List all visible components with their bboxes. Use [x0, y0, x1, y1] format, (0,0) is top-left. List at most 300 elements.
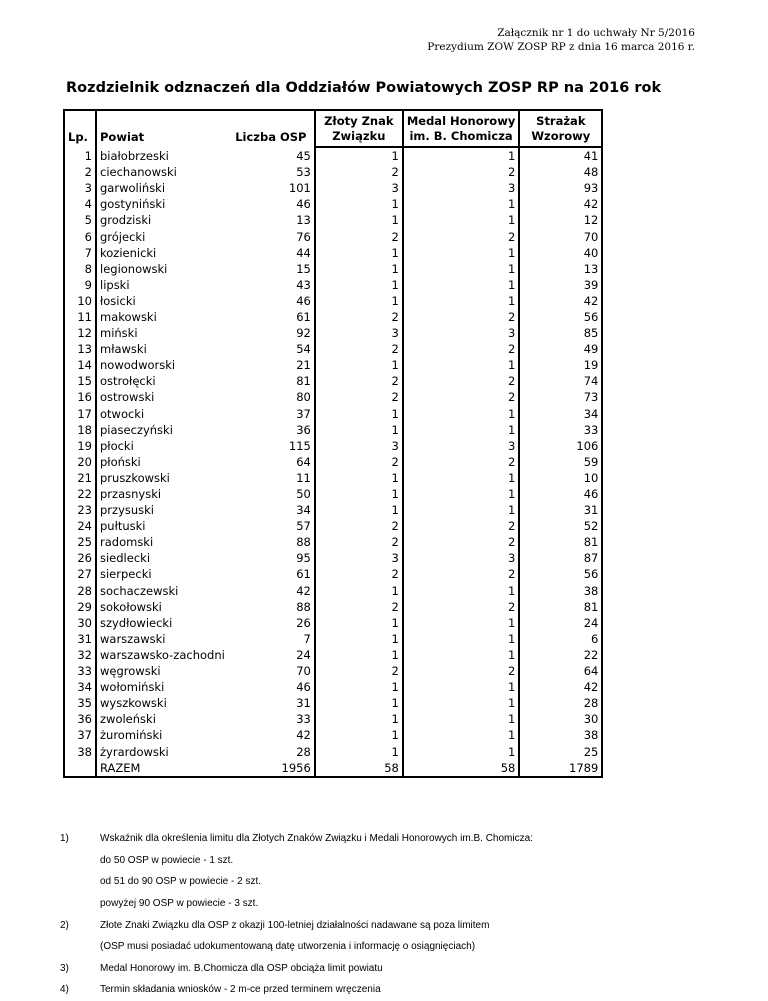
row-powiat: białobrzeski — [96, 147, 228, 164]
row-strazak: 30 — [519, 711, 602, 727]
row-powiat: warszawski — [96, 631, 228, 647]
row-zloty-znak: 2 — [315, 454, 403, 470]
row-lp: 30 — [64, 615, 96, 631]
footnote-item — [60, 936, 533, 958]
table-row — [64, 583, 602, 599]
row-strazak: 31 — [519, 502, 602, 518]
row-zloty-znak: 2 — [315, 518, 403, 534]
table-row — [64, 566, 602, 582]
table-row — [64, 743, 602, 759]
row-powiat: ostrołęcki — [96, 373, 228, 389]
row-medal: 1 — [403, 615, 520, 631]
row-powiat: warszawsko-zachodni — [96, 647, 228, 663]
header-liczba-osp: Liczba OSP — [228, 110, 315, 147]
footnote-text: powyżej 90 OSP w powiecie - 3 szt. — [100, 898, 259, 910]
row-strazak: 59 — [519, 454, 602, 470]
footnote-number: 4) — [60, 984, 69, 996]
row-lp: 7 — [64, 245, 96, 261]
row-zloty-znak: 2 — [315, 534, 403, 550]
row-strazak: 25 — [519, 743, 602, 759]
table-row — [64, 212, 602, 228]
row-lp: 17 — [64, 406, 96, 422]
row-strazak: 52 — [519, 518, 602, 534]
footnote-item — [60, 914, 533, 936]
row-powiat: legionowski — [96, 261, 228, 277]
row-strazak: 38 — [519, 583, 602, 599]
row-zloty-znak: 2 — [315, 309, 403, 325]
row-powiat: przasnyski — [96, 486, 228, 502]
row-medal: 1 — [403, 695, 520, 711]
row-medal: 2 — [403, 164, 520, 180]
row-powiat: ostrowski — [96, 389, 228, 405]
total-medal: 58 — [403, 760, 520, 777]
row-liczba-osp: 88 — [296, 599, 311, 614]
distribution-table — [63, 109, 603, 778]
footnote-item — [60, 979, 533, 1001]
table-row — [64, 309, 602, 325]
row-lp: 11 — [64, 309, 96, 325]
row-zloty-znak: 1 — [315, 470, 403, 486]
row-medal: 2 — [403, 663, 520, 679]
page-title: Rozdzielnik odznaczeń dla Oddziałów Powiatowych ZOSP RP na 2016 rok — [66, 80, 662, 96]
total-zloty-znak: 58 — [315, 760, 403, 777]
row-lp: 3 — [64, 180, 96, 196]
table-row — [64, 245, 602, 261]
row-powiat: radomski — [96, 534, 228, 550]
row-zloty-znak: 3 — [315, 325, 403, 341]
row-medal: 2 — [403, 228, 520, 244]
footnote-text: Złote Znaki Związku dla OSP z okazji 100-letniej działalności nadawane są poza limitem — [100, 919, 490, 931]
header-strazak-line1: Strażak — [536, 114, 586, 128]
row-powiat: zwoleński — [96, 711, 228, 727]
table-row — [64, 647, 602, 663]
row-lp: 21 — [64, 470, 96, 486]
footnote-text: (OSP musi posiadać udokumentowaną datę utworzenia i informację o osiągnięciach) — [100, 941, 476, 953]
row-medal: 2 — [403, 599, 520, 615]
table-row — [64, 631, 602, 647]
row-strazak: 81 — [519, 599, 602, 615]
footnote-text: Termin składania wniosków - 2 m-ce przed terminem wręczenia — [100, 984, 381, 996]
row-lp: 26 — [64, 550, 96, 566]
row-zloty-znak: 2 — [315, 373, 403, 389]
row-powiat: miński — [96, 325, 228, 341]
row-medal: 1 — [403, 147, 520, 164]
row-lp: 24 — [64, 518, 96, 534]
footnote-item — [60, 958, 533, 980]
row-medal: 2 — [403, 454, 520, 470]
row-powiat: szydłowiecki — [96, 615, 228, 631]
row-lp: 6 — [64, 228, 96, 244]
row-liczba-osp: 28 — [296, 744, 311, 759]
row-liczba-osp: 42 — [296, 728, 311, 743]
row-zloty-znak: 1 — [315, 422, 403, 438]
row-zloty-znak: 2 — [315, 599, 403, 615]
table-row — [64, 615, 602, 631]
row-lp: 14 — [64, 357, 96, 373]
row-liczba-osp: 80 — [296, 390, 311, 405]
footnote-text: Medal Honorowy im. B.Chomicza dla OSP obciąża limit powiatu — [100, 962, 383, 974]
row-liczba-osp: 54 — [296, 342, 311, 357]
row-zloty-znak: 2 — [315, 341, 403, 357]
row-lp: 15 — [64, 373, 96, 389]
row-liczba-osp: 61 — [296, 309, 311, 324]
table-row — [64, 261, 602, 277]
row-strazak: 56 — [519, 309, 602, 325]
row-liczba-osp: 37 — [296, 406, 311, 421]
row-strazak: 6 — [519, 631, 602, 647]
row-strazak: 38 — [519, 727, 602, 743]
row-strazak: 22 — [519, 647, 602, 663]
row-zloty-znak: 1 — [315, 583, 403, 599]
row-zloty-znak: 1 — [315, 277, 403, 293]
footnote-text: do 50 OSP w powiecie - 1 szt. — [100, 854, 234, 866]
table-row — [64, 518, 602, 534]
row-strazak: 93 — [519, 180, 602, 196]
row-powiat: pruszkowski — [96, 470, 228, 486]
row-powiat: nowodworski — [96, 357, 228, 373]
row-medal: 2 — [403, 309, 520, 325]
row-medal: 1 — [403, 583, 520, 599]
header-zloty-znak — [315, 110, 403, 147]
row-liczba-osp: 36 — [296, 422, 311, 437]
table-row — [64, 727, 602, 743]
footnote-item — [60, 893, 533, 915]
row-medal: 2 — [403, 373, 520, 389]
table-row — [64, 663, 602, 679]
row-lp: 35 — [64, 695, 96, 711]
table-row — [64, 486, 602, 502]
row-strazak: 19 — [519, 357, 602, 373]
row-medal: 1 — [403, 245, 520, 261]
table-row — [64, 389, 602, 405]
row-liczba-osp: 13 — [296, 213, 311, 228]
table-row — [64, 599, 602, 615]
row-powiat: ciechanowski — [96, 164, 228, 180]
footnote-text: od 51 do 90 OSP w powiecie - 2 szt. — [100, 876, 262, 888]
row-lp: 10 — [64, 293, 96, 309]
row-lp: 28 — [64, 583, 96, 599]
row-liczba-osp: 26 — [296, 615, 311, 630]
row-strazak: 87 — [519, 550, 602, 566]
row-lp: 27 — [64, 566, 96, 582]
row-zloty-znak: 1 — [315, 212, 403, 228]
row-zloty-znak: 1 — [315, 406, 403, 422]
table-row — [64, 196, 602, 212]
row-zloty-znak: 1 — [315, 147, 403, 164]
row-powiat: łosicki — [96, 293, 228, 309]
row-strazak: 28 — [519, 695, 602, 711]
table-row — [64, 373, 602, 389]
row-lp: 13 — [64, 341, 96, 357]
row-zloty-znak: 1 — [315, 679, 403, 695]
row-strazak: 106 — [519, 438, 602, 454]
row-zloty-znak: 1 — [315, 245, 403, 261]
row-liczba-osp: 46 — [296, 197, 311, 212]
total-row — [64, 760, 602, 777]
row-strazak: 64 — [519, 663, 602, 679]
row-strazak: 33 — [519, 422, 602, 438]
row-lp: 18 — [64, 422, 96, 438]
row-strazak: 70 — [519, 228, 602, 244]
row-medal: 1 — [403, 406, 520, 422]
row-lp: 25 — [64, 534, 96, 550]
header-zloty-znak-line1: Złoty Znak — [324, 114, 394, 128]
table-row — [64, 550, 602, 566]
row-zloty-znak: 1 — [315, 196, 403, 212]
total-label: RAZEM — [96, 760, 228, 777]
row-strazak: 56 — [519, 566, 602, 582]
row-zloty-znak: 2 — [315, 663, 403, 679]
row-strazak: 34 — [519, 406, 602, 422]
row-medal: 1 — [403, 261, 520, 277]
table-row — [64, 711, 602, 727]
attachment-note-line1: Załącznik nr 1 do uchwały Nr 5/2016 — [497, 27, 695, 39]
header-zloty-znak-line2: Związku — [332, 129, 386, 143]
header-powiat: Powiat — [96, 110, 228, 147]
footnote-number: 3) — [60, 962, 69, 974]
attachment-note — [427, 26, 695, 54]
row-liczba-osp: 81 — [296, 374, 311, 389]
row-lp: 20 — [64, 454, 96, 470]
row-zloty-znak: 1 — [315, 261, 403, 277]
row-liczba-osp: 95 — [296, 551, 311, 566]
row-lp: 22 — [64, 486, 96, 502]
row-strazak: 46 — [519, 486, 602, 502]
row-powiat: wołomiński — [96, 679, 228, 695]
table-row — [64, 679, 602, 695]
row-zloty-znak: 2 — [315, 164, 403, 180]
row-liczba-osp: 76 — [296, 229, 311, 244]
row-medal: 2 — [403, 566, 520, 582]
row-zloty-znak: 3 — [315, 438, 403, 454]
row-lp: 5 — [64, 212, 96, 228]
row-powiat: piaseczyński — [96, 422, 228, 438]
row-medal: 2 — [403, 389, 520, 405]
row-powiat: żuromiński — [96, 727, 228, 743]
row-powiat: węgrowski — [96, 663, 228, 679]
row-powiat: płoński — [96, 454, 228, 470]
row-medal: 1 — [403, 631, 520, 647]
row-liczba-osp: 21 — [296, 358, 311, 373]
table-row — [64, 293, 602, 309]
table-row — [64, 164, 602, 180]
row-liczba-osp: 70 — [296, 664, 311, 679]
table-row — [64, 470, 602, 486]
row-zloty-znak: 1 — [315, 486, 403, 502]
row-medal: 1 — [403, 727, 520, 743]
row-medal: 2 — [403, 534, 520, 550]
table-row — [64, 325, 602, 341]
row-zloty-znak: 1 — [315, 502, 403, 518]
row-liczba-osp: 64 — [296, 454, 311, 469]
row-liczba-osp: 46 — [296, 680, 311, 695]
row-strazak: 73 — [519, 389, 602, 405]
row-strazak: 12 — [519, 212, 602, 228]
total-lp-cell — [64, 760, 96, 777]
table-row — [64, 438, 602, 454]
row-zloty-znak: 1 — [315, 711, 403, 727]
table-header-row — [64, 110, 602, 147]
row-liczba-osp: 42 — [296, 583, 311, 598]
table-row — [64, 502, 602, 518]
row-medal: 1 — [403, 743, 520, 759]
footnote-item — [60, 871, 533, 893]
header-medal-line2: im. B. Chomicza — [409, 129, 513, 143]
row-zloty-znak: 1 — [315, 695, 403, 711]
row-powiat: mławski — [96, 341, 228, 357]
row-zloty-znak: 2 — [315, 228, 403, 244]
row-powiat: sierpecki — [96, 566, 228, 582]
table-row — [64, 534, 602, 550]
row-powiat: siedlecki — [96, 550, 228, 566]
row-medal: 1 — [403, 647, 520, 663]
row-lp: 29 — [64, 599, 96, 615]
row-lp: 34 — [64, 679, 96, 695]
row-medal: 3 — [403, 180, 520, 196]
row-medal: 1 — [403, 212, 520, 228]
row-liczba-osp: 101 — [288, 181, 311, 196]
footnote-number: 1) — [60, 833, 69, 845]
row-lp: 33 — [64, 663, 96, 679]
row-powiat: garwoliński — [96, 180, 228, 196]
row-strazak: 42 — [519, 293, 602, 309]
row-liczba-osp: 53 — [296, 165, 311, 180]
row-lp: 8 — [64, 261, 96, 277]
row-medal: 1 — [403, 196, 520, 212]
row-zloty-znak: 2 — [315, 566, 403, 582]
row-liczba-osp: 11 — [296, 470, 311, 485]
footnote-number: 2) — [60, 919, 69, 931]
row-lp: 4 — [64, 196, 96, 212]
row-liczba-osp: 31 — [296, 696, 311, 711]
row-lp: 36 — [64, 711, 96, 727]
table-row — [64, 180, 602, 196]
row-strazak: 40 — [519, 245, 602, 261]
row-medal: 3 — [403, 550, 520, 566]
row-strazak: 39 — [519, 277, 602, 293]
header-medal — [403, 110, 520, 147]
row-lp: 19 — [64, 438, 96, 454]
row-liczba-osp: 7 — [303, 631, 311, 646]
row-zloty-znak: 1 — [315, 631, 403, 647]
row-lp: 31 — [64, 631, 96, 647]
row-powiat: gostyniński — [96, 196, 228, 212]
row-liczba-osp: 33 — [296, 712, 311, 727]
table-row — [64, 406, 602, 422]
row-zloty-znak: 1 — [315, 647, 403, 663]
row-liczba-osp: 57 — [296, 519, 311, 534]
row-powiat: żyrardowski — [96, 743, 228, 759]
row-powiat: grodziski — [96, 212, 228, 228]
row-lp: 32 — [64, 647, 96, 663]
row-medal: 1 — [403, 679, 520, 695]
row-medal: 2 — [403, 341, 520, 357]
row-medal: 3 — [403, 438, 520, 454]
attachment-note-line2: Prezydium ZOW ZOSP RP z dnia 16 marca 2016 r. — [427, 41, 695, 53]
row-liczba-osp: 15 — [296, 261, 311, 276]
row-lp: 37 — [64, 727, 96, 743]
header-lp: Lp. — [64, 110, 96, 147]
total-strazak: 1789 — [519, 760, 602, 777]
row-powiat: lipski — [96, 277, 228, 293]
row-powiat: grójecki — [96, 228, 228, 244]
row-zloty-znak: 1 — [315, 727, 403, 743]
row-powiat: płocki — [96, 438, 228, 454]
row-lp: 23 — [64, 502, 96, 518]
row-medal: 1 — [403, 357, 520, 373]
row-zloty-znak: 3 — [315, 180, 403, 196]
row-liczba-osp: 92 — [296, 326, 311, 341]
row-medal: 1 — [403, 277, 520, 293]
row-lp: 38 — [64, 743, 96, 759]
row-liczba-osp: 88 — [296, 535, 311, 550]
footnotes — [60, 828, 533, 1001]
row-liczba-osp: 44 — [296, 245, 311, 260]
row-lp: 2 — [64, 164, 96, 180]
row-powiat: wyszkowski — [96, 695, 228, 711]
header-medal-line1: Medal Honorowy — [406, 114, 516, 128]
table-row — [64, 147, 602, 164]
row-strazak: 10 — [519, 470, 602, 486]
footnote-text: Wskaźnik dla określenia limitu dla Złotych Znaków Związku i Medali Honorowych im.B. Chomicza: — [100, 833, 533, 845]
table-row — [64, 357, 602, 373]
row-powiat: sokołowski — [96, 599, 228, 615]
table-row — [64, 228, 602, 244]
table-row — [64, 341, 602, 357]
row-liczba-osp: 43 — [296, 277, 311, 292]
row-powiat: otwocki — [96, 406, 228, 422]
row-liczba-osp: 46 — [296, 293, 311, 308]
row-liczba-osp: 24 — [296, 647, 311, 662]
row-strazak: 42 — [519, 196, 602, 212]
row-lp: 12 — [64, 325, 96, 341]
row-zloty-znak: 1 — [315, 357, 403, 373]
row-strazak: 48 — [519, 164, 602, 180]
row-liczba-osp: 34 — [296, 503, 311, 518]
row-strazak: 49 — [519, 341, 602, 357]
row-liczba-osp: 61 — [296, 567, 311, 582]
header-strazak-line2: Wzorowy — [531, 129, 591, 143]
row-medal: 1 — [403, 470, 520, 486]
row-strazak: 42 — [519, 679, 602, 695]
row-zloty-znak: 1 — [315, 615, 403, 631]
row-lp: 16 — [64, 389, 96, 405]
table-body — [64, 147, 602, 760]
row-strazak: 41 — [519, 147, 602, 164]
row-strazak: 13 — [519, 261, 602, 277]
row-powiat: kozienicki — [96, 245, 228, 261]
row-medal: 1 — [403, 486, 520, 502]
row-powiat: przysuski — [96, 502, 228, 518]
row-powiat: sochaczewski — [96, 583, 228, 599]
table-row — [64, 695, 602, 711]
row-zloty-znak: 2 — [315, 389, 403, 405]
row-zloty-znak: 1 — [315, 293, 403, 309]
table-row — [64, 454, 602, 470]
row-strazak: 24 — [519, 615, 602, 631]
row-zloty-znak: 3 — [315, 550, 403, 566]
footnote-item — [60, 850, 533, 872]
row-strazak: 85 — [519, 325, 602, 341]
table-row — [64, 277, 602, 293]
row-powiat: pułtuski — [96, 518, 228, 534]
table-row — [64, 422, 602, 438]
row-lp: 9 — [64, 277, 96, 293]
row-medal: 3 — [403, 325, 520, 341]
footnote-item — [60, 828, 533, 850]
row-liczba-osp: 45 — [296, 148, 311, 163]
row-liczba-osp: 50 — [296, 487, 311, 502]
